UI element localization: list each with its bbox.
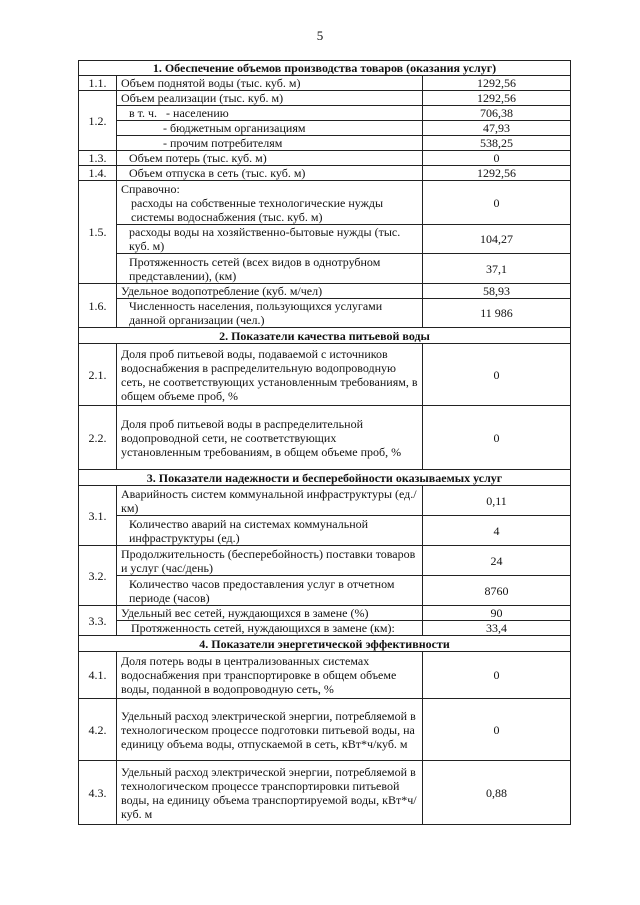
row-number: 3.2. (79, 546, 117, 606)
row-label: Доля проб питьевой воды, подаваемой с источников водоснабжения в распределительную водопроводную сеть, не соответствующих установленным требованиям, в общем объеме проб, % (117, 344, 423, 406)
row-label: в т. ч. - населению (117, 106, 423, 121)
section-4-title: 4. Показатели энергетической эффективности (79, 636, 571, 652)
row-value: 0 (423, 151, 571, 166)
row-number: 1.6. (79, 284, 117, 328)
reference-label: Справочно: (121, 181, 180, 196)
row-number: 2.2. (79, 406, 117, 470)
row-label: Удельный вес сетей, нуждающихся в замене (%) (117, 606, 423, 621)
table-row (79, 284, 571, 299)
row-label: расходы на собственные технологические нужды системы водоснабжения (тыс. куб. м) (131, 195, 384, 224)
row-label: Объем поднятой воды (тыс. куб. м) (117, 76, 423, 91)
table-row (79, 136, 571, 151)
section-header-row (79, 61, 571, 76)
row-value: 706,38 (423, 106, 571, 121)
row-value: 58,93 (423, 284, 571, 299)
table-row (79, 166, 571, 181)
row-value: 33,4 (423, 621, 571, 636)
page-number: 5 (316, 28, 324, 43)
table-row (79, 344, 571, 406)
table-row (79, 652, 571, 699)
row-label: Удельное водопотребление (куб. м/чел) (117, 284, 423, 299)
table-row (79, 576, 571, 606)
row-number: 2.1. (79, 344, 117, 406)
row-label: Доля потерь воды в централизованных системах водоснабжения при транспортировке в общем объеме воды, поданной в водопроводную сеть, % (117, 652, 423, 699)
row-label: - бюджетным организациям (117, 121, 423, 136)
row-value: 1292,56 (423, 166, 571, 181)
table-row (79, 606, 571, 621)
table-row (79, 106, 571, 121)
row-value: 0 (423, 181, 571, 225)
table-row (79, 621, 571, 636)
row-number: 4.2. (79, 699, 117, 761)
row-value: 0,11 (423, 486, 571, 516)
row-value: 11 986 (423, 299, 571, 328)
table-row (79, 225, 571, 254)
row-value: 0 (423, 652, 571, 699)
row-label: Аварийность систем коммунальной инфраструктуры (ед./км) (117, 486, 423, 516)
section-header-row (79, 328, 571, 344)
row-number: 1.2. (79, 91, 117, 151)
table-row (79, 91, 571, 106)
row-value: 0 (423, 699, 571, 761)
row-value: 0 (423, 344, 571, 406)
row-value: 104,27 (423, 225, 571, 254)
row-label: Численность населения, пользующихся услугами данной организации (чел.) (117, 299, 423, 328)
row-label: Объем отпуска в сеть (тыс. куб. м) (117, 166, 423, 181)
row-number: 3.1. (79, 486, 117, 546)
table-row (79, 299, 571, 328)
row-value: 47,93 (423, 121, 571, 136)
row-label: Объем реализации (тыс. куб. м) (117, 91, 423, 106)
row-value: 0 (423, 406, 571, 470)
row-value: 4 (423, 516, 571, 546)
table-row (79, 699, 571, 761)
table-row (79, 254, 571, 284)
row-number: 3.3. (79, 606, 117, 636)
row-number: 1.3. (79, 151, 117, 166)
row-number: 1.5. (79, 181, 117, 284)
table-row (79, 151, 571, 166)
row-value: 1292,56 (423, 76, 571, 91)
row-value: 538,25 (423, 136, 571, 151)
table-row (79, 516, 571, 546)
row-label: Количество аварий на системах коммунальной инфраструктуры (ед.) (117, 516, 423, 546)
table-row (79, 76, 571, 91)
row-number: 4.3. (79, 761, 117, 825)
row-label: расходы воды на хозяйственно-бытовые нужды (тыс. куб. м) (117, 225, 423, 254)
row-label: Протяженность сетей, нуждающихся в замене (км): (117, 621, 423, 636)
row-label: - прочим потребителям (117, 136, 423, 151)
row-value: 1292,56 (423, 91, 571, 106)
row-label: Продолжительность (бесперебойность) поставки товаров и услуг (час/день) (117, 546, 423, 576)
row-value: 8760 (423, 576, 571, 606)
row-value: 37,1 (423, 254, 571, 284)
row-label: Количество часов предоставления услуг в отчетном периоде (часов) (117, 576, 423, 606)
row-label: Доля проб питьевой воды в распределительной водопроводной сети, не соответствующих установленным требованиям, в общем объеме проб, % (117, 406, 423, 470)
table-row (79, 181, 571, 225)
row-number: 1.4. (79, 166, 117, 181)
table-row (79, 546, 571, 576)
section-1-title: 1. Обеспечение объемов производства товаров (оказания услуг) (79, 61, 571, 76)
section-header-row (79, 636, 571, 652)
row-cell (117, 181, 423, 225)
row-value: 90 (423, 606, 571, 621)
row-value: 0,88 (423, 761, 571, 825)
row-label: Удельный расход электрической энергии, потребляемой в технологическом процессе транспортировки питьевой воды, на единицу объема транспортируемой воды, кВт*ч/куб. м (117, 761, 423, 825)
section-header-row (79, 470, 571, 486)
table-row (79, 486, 571, 516)
row-label: Объем потерь (тыс. куб. м) (117, 151, 423, 166)
row-number: 1.1. (79, 76, 117, 91)
table-row (79, 406, 571, 470)
row-label: Протяженность сетей (всех видов в однотрубном представлении), (км) (117, 254, 423, 284)
row-number: 4.1. (79, 652, 117, 699)
table-row (79, 761, 571, 825)
row-label: Удельный расход электрической энергии, потребляемой в технологическом процессе подготовки питьевой воды, на единицу объема воды, отпускаемой в сеть, кВт*ч/куб. м (117, 699, 423, 761)
table-row (79, 121, 571, 136)
indicators-table (78, 60, 571, 825)
section-2-title: 2. Показатели качества питьевой воды (79, 328, 571, 344)
section-3-title: 3. Показатели надежности и бесперебойности оказываемых услуг (79, 470, 571, 486)
row-value: 24 (423, 546, 571, 576)
